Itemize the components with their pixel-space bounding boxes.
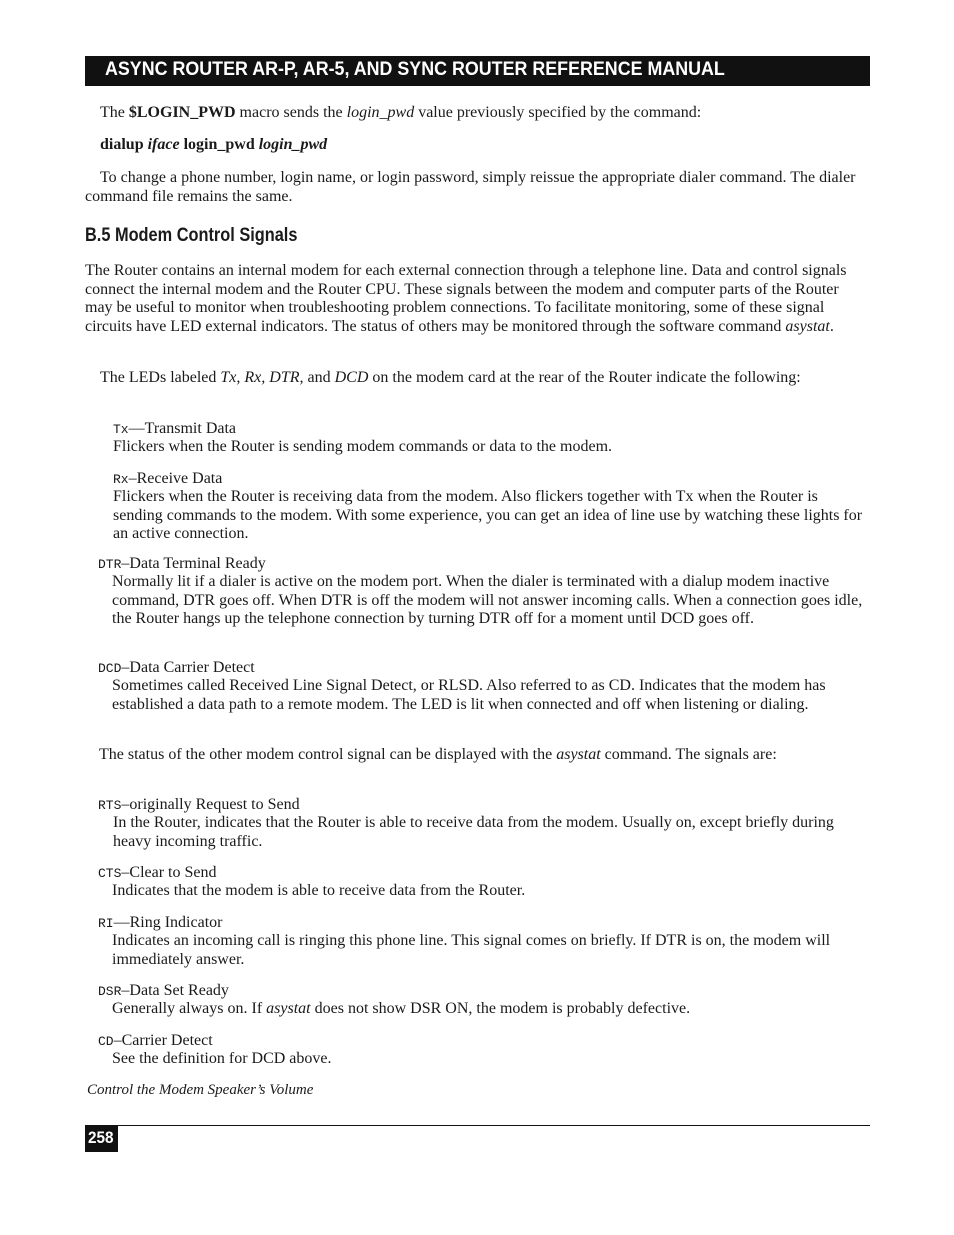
signal-rts-term xyxy=(98,796,870,816)
signal-name: —Transmit Data xyxy=(128,420,237,437)
signal-name: –Data Carrier Detect xyxy=(121,659,255,676)
signal-cd-term xyxy=(98,1032,870,1052)
signal-dtr-term xyxy=(98,555,870,575)
signal-rx-desc: Flickers when the Router is receiving data from the modem. Also flickers together with Tx when the Router is sending commands to the modem. With some experience, you can get an idea of line use by watching these lights for an active connection. xyxy=(113,488,863,542)
dialup-command xyxy=(100,136,870,155)
signal-code: DSR xyxy=(98,984,122,999)
signal-name: –Data Terminal Ready xyxy=(121,555,266,572)
signal-code: RI xyxy=(98,916,114,931)
text-run: The status of the other modem control signal can be displayed with the xyxy=(99,746,557,763)
text-run: The Router contains an internal modem for each external connection through a telephone line. Data and control signals connect the internal modem and the Router CPU. These signals between the modem and computer parts of the Router may be useful to monitor when troubleshooting problem connections. To facilitate monitoring, some of these signal circuits have LED external indicators. The status of others may be monitored through the software command xyxy=(85,262,847,335)
signal-code: DTR xyxy=(98,557,122,572)
footer-rule xyxy=(85,1125,870,1126)
param-name: login_pwd xyxy=(346,104,415,121)
text-run: command. The signals are: xyxy=(600,746,777,763)
leds-paragraph xyxy=(85,369,870,388)
signal-code: CD xyxy=(98,1034,114,1049)
signal-name: –Receive Data xyxy=(128,470,223,487)
signal-code: CTS xyxy=(98,866,122,881)
signal-tx-term xyxy=(113,420,870,440)
signal-code: DCD xyxy=(98,661,122,676)
signal-tx-desc: Flickers when the Router is sending modem commands or data to the modem. xyxy=(113,438,613,455)
signal-dcd-term xyxy=(98,659,870,679)
cmd-param: iface xyxy=(147,136,180,153)
text-run: value previously specified by the command: xyxy=(414,104,702,121)
cmd-keyword: dialup xyxy=(100,136,148,153)
signal-dcd-desc: Sometimes called Received Line Signal Detect, or RLSD. Also referred to as CD. Indicates that the modem has established a data path to a remote modem. The LED is lit when connected and off when listening or dialing. xyxy=(112,677,826,713)
signal-name: –originally Request to Send xyxy=(121,796,300,813)
signal-code: Tx xyxy=(113,422,129,437)
page-number-box xyxy=(85,1126,118,1152)
signal-dsr-desc xyxy=(112,1000,870,1019)
text-run: The LEDs labeled xyxy=(100,369,221,386)
signal-rts-desc: In the Router, indicates that the Router is able to receive data from the modem. Usually on, except briefly during heavy incoming traffic. xyxy=(113,814,834,850)
signal-name: –Clear to Send xyxy=(121,864,217,881)
command-name: asystat xyxy=(266,1000,311,1017)
subsection-caption: Control the Modem Speaker’s Volume xyxy=(87,1082,314,1098)
other-signals-paragraph xyxy=(99,746,870,765)
login-pwd-paragraph xyxy=(100,104,870,123)
command-name: asystat xyxy=(556,746,601,763)
signal-ri-desc: Indicates an incoming call is ringing this phone line. This signal comes on briefly. If DTR is on, the modem will immediately answer. xyxy=(112,932,831,968)
led-names: Tx, Rx, DTR, xyxy=(220,369,304,386)
command-name: asystat xyxy=(785,317,830,335)
signal-code: RTS xyxy=(98,798,122,813)
running-header-title: ASYNC ROUTER AR-P, AR-5, AND SYNC ROUTER REFERENCE MANUAL xyxy=(105,59,725,80)
text-run: macro sends the xyxy=(235,104,347,121)
text-run: and xyxy=(303,369,335,386)
cmd-param: login_pwd xyxy=(258,136,328,153)
signal-name: –Carrier Detect xyxy=(113,1032,213,1049)
signal-code: Rx xyxy=(113,472,129,487)
running-header-bar xyxy=(85,56,870,86)
text-run: Generally always on. If xyxy=(112,1000,267,1017)
led-name: DCD xyxy=(334,369,369,386)
signal-name: –Data Set Ready xyxy=(121,982,229,999)
signal-ri-term xyxy=(98,914,870,934)
modem-intro-paragraph xyxy=(85,262,870,336)
text-run: does not show DSR ON, the modem is probably defective. xyxy=(310,1000,691,1017)
signal-cts-term xyxy=(98,864,870,884)
signal-rx-term xyxy=(113,470,870,490)
macro-name: $LOGIN_PWD xyxy=(128,104,236,121)
text-run: . xyxy=(829,317,834,335)
signal-dsr-term xyxy=(98,982,870,1002)
text-run: on the modem card at the rear of the Router indicate the following: xyxy=(368,369,801,386)
page-number: 258 xyxy=(88,1128,114,1147)
signal-cd-desc: See the definition for DCD above. xyxy=(112,1050,332,1067)
signal-name: —Ring Indicator xyxy=(113,914,223,931)
section-heading: B.5 Modem Control Signals xyxy=(85,225,298,246)
signal-cts-desc: Indicates that the modem is able to receive data from the Router. xyxy=(112,882,526,899)
cmd-keyword: login_pwd xyxy=(179,136,259,153)
text-run: The xyxy=(100,104,129,121)
reissue-paragraph: To change a phone number, login name, or login password, simply reissue the appropriate dialer command. The dialer command file remains the same. xyxy=(85,169,856,205)
signal-dtr-desc: Normally lit if a dialer is active on the modem port. When the dialer is terminated with a dialup modem inactive command, DTR goes off. When DTR is off the modem will not answer incoming calls. When a connection goes idle, the Router hangs up the telephone connection by turning DTR off for a moment until DCD goes off. xyxy=(112,573,863,627)
